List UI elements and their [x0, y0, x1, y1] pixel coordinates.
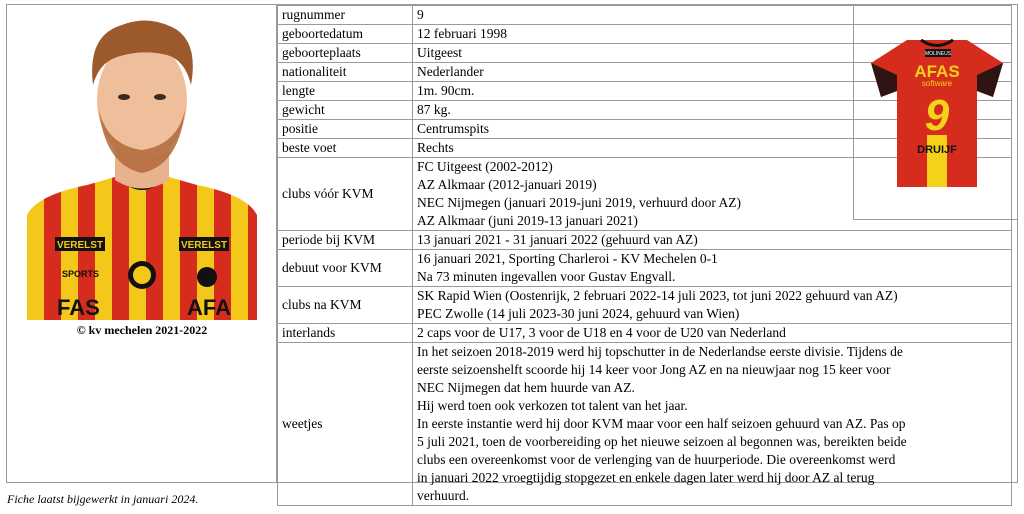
row-label: geboortedatum	[278, 25, 413, 44]
jersey-sponsor-sub-text: software	[921, 79, 953, 88]
weetjes-line: verhuurd.	[417, 488, 470, 503]
table-row	[278, 287, 1012, 324]
row-label: lengte	[278, 82, 413, 101]
brand-right-text: AFA	[187, 295, 231, 320]
row-value: 87 kg.	[413, 101, 1012, 120]
row-value: Nederlander	[413, 63, 1012, 82]
clubs-after-line: PEC Zwolle (14 juli 2023-30 juni 2024, gehuurd van Wien)	[417, 306, 740, 321]
row-label: beste voet	[278, 139, 413, 158]
photo-cell	[7, 5, 277, 482]
brand-left-text: FAS	[57, 295, 100, 320]
debut-line: 16 januari 2021, Sporting Charleroi - KV Mechelen 0-1	[417, 251, 718, 266]
weetjes-line: Hij werd toen ook verkozen tot talent van het jaar.	[417, 398, 688, 413]
row-label: geboorteplaats	[278, 44, 413, 63]
shirt-cell	[853, 5, 1017, 220]
weetjes-line: 5 juli 2021, toen de voorbereiding op het nieuwe seizoen al begonnen was, bereikten beide	[417, 434, 907, 449]
row-value: 12 februari 1998	[413, 25, 1012, 44]
table-row	[278, 231, 1012, 250]
debut-line: Na 73 minuten ingevallen voor Gustav Engvall.	[417, 269, 676, 284]
weetjes-label: weetjes	[278, 343, 413, 506]
photo-credit: © kv mechelen 2021-2022	[76, 323, 208, 337]
interlands-label: interlands	[278, 324, 413, 343]
debut-label: debuut voor KVM	[278, 250, 413, 287]
jersey-sponsor-text: AFAS	[914, 62, 960, 81]
clubs-before-line: AZ Alkmaar (2012-januari 2019)	[417, 177, 597, 192]
weetjes-line: In eerste instantie werd hij door KVM maar voor een half seizoen gehuurd van AZ. Pas op	[417, 416, 906, 431]
weetjes-line: clubs een overeenkomst voor de verlenging van de huurperiode. Die overeenkomst werd	[417, 452, 896, 467]
weetjes-line: in januari 2022 vroegtijdig stopgezet en enkele dagen later werd hij door AZ al terug	[417, 470, 875, 485]
footer-note: Fiche laatst bijgewerkt in januari 2024.	[7, 492, 199, 506]
weetjes-value	[413, 343, 1012, 506]
jersey-tag-text: MOLINEUS	[924, 51, 952, 57]
debut-value	[413, 250, 1012, 287]
row-label: nationaliteit	[278, 63, 413, 82]
player-photo	[27, 15, 257, 320]
table-row	[278, 343, 1012, 506]
row-value: Rechts	[413, 139, 1012, 158]
clubs-after-line: SK Rapid Wien (Oostenrijk, 2 februari 2022-14 juli 2023, tot juni 2022 gehuurd van AZ)	[417, 288, 898, 303]
row-value: 1m. 90cm.	[413, 82, 1012, 101]
weetjes-line: In het seizoen 2018-2019 werd hij topschutter in de Nederlandse eerste divisie. Tijdens de	[417, 344, 903, 359]
row-label: positie	[278, 120, 413, 139]
sponsor-right-text: VERELST	[180, 240, 228, 251]
table-row	[278, 324, 1012, 343]
row-value: Centrumspits	[413, 120, 1012, 139]
clubs-after-value	[413, 287, 1012, 324]
jersey-name-text: DRUIJF	[917, 144, 957, 156]
clubs-after-label: clubs na KVM	[278, 287, 413, 324]
period-label: periode bij KVM	[278, 231, 413, 250]
row-label: gewicht	[278, 101, 413, 120]
row-value: 9	[413, 6, 1012, 25]
row-label: rugnummer	[278, 6, 413, 25]
sponsor-left-text: VERELST	[56, 240, 104, 251]
clubs-before-line: NEC Nijmegen (januari 2019-juni 2019, verhuurd door AZ)	[417, 195, 741, 210]
clubs-before-line: FC Uitgeest (2002-2012)	[417, 159, 553, 174]
row-value: Uitgeest	[413, 44, 1012, 63]
jersey-image	[869, 35, 1005, 190]
jersey-number-text: 9	[924, 91, 950, 140]
brand-sports-text: SPORTS	[62, 269, 100, 279]
interlands-value: 2 caps voor de U17, 3 voor de U18 en 4 voor de U20 van Nederland	[413, 324, 1012, 343]
weetjes-line: NEC Nijmegen dat hem huurde van AZ.	[417, 380, 635, 395]
clubs-before-line: AZ Alkmaar (juni 2019-13 januari 2021)	[417, 213, 638, 228]
table-row	[278, 250, 1012, 287]
clubs-before-label: clubs vóór KVM	[278, 158, 413, 231]
period-value: 13 januari 2021 - 31 januari 2022 (gehuurd van AZ)	[413, 231, 1012, 250]
weetjes-line: eerste seizoenshelft scoorde hij 14 keer voor Jong AZ en na nieuwjaar nog 15 keer voor	[417, 362, 891, 377]
